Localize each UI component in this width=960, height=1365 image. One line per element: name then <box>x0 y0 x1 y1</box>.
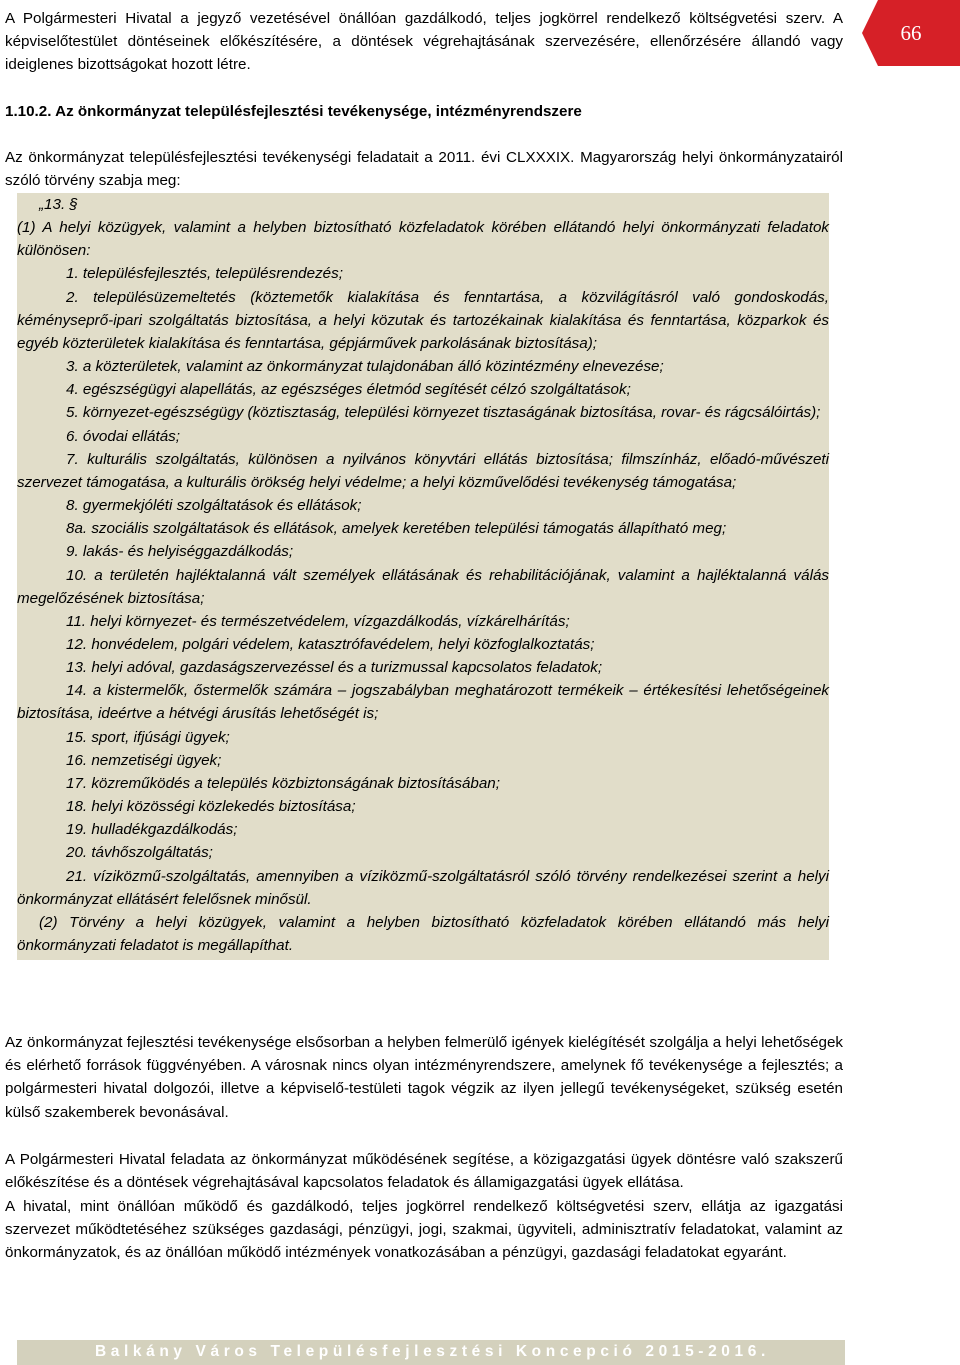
page-number: 66 <box>900 21 922 45</box>
quote-item: 21. víziközmű-szolgáltatás, amennyiben a víziközmű-szolgáltatásról szóló törvény rendelkezései szerint a helyi önkormányzat ellátásért felelősnek minősül. <box>17 867 829 908</box>
law-quote-block <box>17 193 829 960</box>
section-heading: 1.10.2. Az önkormányzat településfejlesztési tevékenysége, intézményrendszere <box>5 103 582 120</box>
footer-bar <box>17 1340 845 1365</box>
quote-item: 16. nemzetiségi ügyek; <box>66 751 222 769</box>
quote-item: 20. távhőszolgáltatás; <box>66 844 213 862</box>
quote-item: 18. helyi közösségi közlekedés biztosítása; <box>66 798 356 816</box>
quote-item: 4. egészségügyi alapellátás, az egészséges életmód segítését célzó szolgáltatások; <box>66 381 631 399</box>
quote-item: 5. környezet-egészségügy (köztisztaság, települési környezet tisztaságának biztosítása, rovar- és rágcsálóirtás); <box>66 404 821 422</box>
quote-item: 8. gyermekjóléti szolgáltatások és ellátások; <box>66 497 362 515</box>
quote-item: 1. településfejlesztés, településrendezés; <box>66 265 343 283</box>
quote-item: 17. közreműködés a település közbiztonságának biztosításában; <box>66 774 500 792</box>
quote-item: 11. helyi környezet- és természetvédelem, vízgazdálkodás, vízkárelhárítás; <box>66 612 570 630</box>
quote-item: 14. a kistermelők, őstermelők számára – jogszabályban meghatározott termékeik – értékesítési lehetőségeinek biztosítása, ideértve a hétvégi árusítás lehetőségét is; <box>17 682 829 723</box>
footer-title: Balkány Város Településfejlesztési Koncepció 2015-2016. <box>95 1343 770 1360</box>
body-paragraph-3: A hivatal, mint önállóan működő és gazdálkodó, teljes jogkörrel rendelkező költségvetési szerv, ellátja az igazgatási szervezet működtetéséhez szükséges gazdasági, pénzügyi, jogi, szakmai, ügyviteli, adminisztratív feladatokat, valamint az önkormányzatok, és az önállóan működő intézmények vonatkozásában a pénzügyi, gazdasági feladatokat egyaránt. <box>5 1198 843 1262</box>
quote-item: 10. a területén hajléktalanná vált személyek ellátásának és rehabilitációjának, valamint a hajléktalanná válás megelőzésének biztosítása; <box>17 566 829 607</box>
quote-paragraph-1: (1) A helyi közügyek, valamint a helyben biztosítható közfeladatok körében ellátandó helyi önkormányzati feladatok különösen: <box>17 219 829 260</box>
quote-item: 12. honvédelem, polgári védelem, katasztrófavédelem, helyi közfoglalkoztatás; <box>66 635 595 653</box>
intro-paragraph: A Polgármesteri Hivatal a jegyző vezetésével önállóan gazdálkodó, teljes jogkörrel rendelkező költségvetési szerv. A képviselőtestület döntéseinek előkészítésére, a döntések végrehajtásának szervezésére, ellenőrzésére állandó vagy ideiglenes bizottságokat hozott létre. <box>5 10 843 74</box>
quote-item: 2. településüzemeltetés (köztemetők kialakítása és fenntartása, a közvilágításról való gondoskodás, kéményseprő-ipari szolgáltatás biztosítása, a helyi közutak és tartozékainak kialakítása és fenntartása, közparkok és egyéb közterületek kialakítása és fenntartása, gépjárművek parkolásának biztosítása); <box>17 288 829 352</box>
quote-item: 6. óvodai ellátás; <box>66 427 180 445</box>
quote-item: 8a. szociális szolgáltatások és ellátások, amelyek keretében települési támogatás állapítható meg; <box>66 520 727 538</box>
quote-item: 3. a közterületek, valamint az önkormányzat tulajdonában álló közintézmény elnevezése; <box>66 358 664 376</box>
page-number-badge <box>862 0 960 66</box>
quote-item: 13. helyi adóval, gazdaságszervezéssel és a turizmussal kapcsolatos feladatok; <box>66 659 603 677</box>
quote-item: 19. hulladékgazdálkodás; <box>66 821 238 839</box>
lead-paragraph: Az önkormányzat településfejlesztési tevékenységi feladatait a 2011. évi CLXXXIX. Magyarország helyi önkormányzatairól szóló törvény szabja meg: <box>5 149 843 190</box>
quote-paragraph-2: (2) Törvény a helyi közügyek, valamint a helyben biztosítható közfeladatok körében ellátandó más helyi önkormányzati feladatot is megállapíthat. <box>17 913 829 954</box>
quote-item: 7. kulturális szolgáltatás, különösen a nyilvános könyvtári ellátás biztosítása; filmszínház, előadó-művészeti szervezet támogatása, a kulturális örökség helyi védelme; a helyi közművelődési tevékenység támogatása; <box>17 450 829 491</box>
quote-item: 9. lakás- és helyiséggazdálkodás; <box>66 543 294 561</box>
quote-section-number: „13. § <box>39 196 78 213</box>
body-paragraph-1: Az önkormányzat fejlesztési tevékenysége elsősorban a helyben felmerülő igények kielégítését szolgálja a helyi lehetőségek és elérhető források függvényében. A városnak nincs olyan intézményrendszere, amelynek fő tevékenysége a fejlesztés; a polgármesteri hivatal dolgozói, illetve a képviselő-testületi tagok végzik az ilyen jellegű tevékenységeket, szükség esetén külső szakemberek bevonásával. <box>5 1034 843 1121</box>
body-paragraph-2: A Polgármesteri Hivatal feladata az önkormányzat működésének segítése, a közigazgatási ügyek döntésre való szakszerű előkészítése és a döntések végrehajtásával kapcsolatos feladatok és államigazgatási ügyek ellátása. <box>5 1151 843 1192</box>
quote-item: 15. sport, ifjúsági ügyek; <box>66 728 230 746</box>
